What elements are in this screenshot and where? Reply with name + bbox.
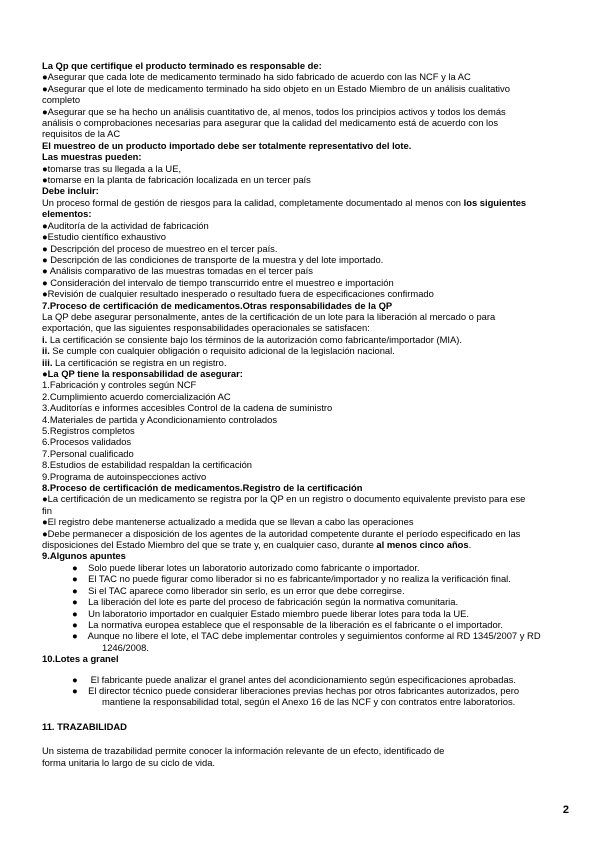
heading-line bbox=[42, 208, 572, 219]
text-line bbox=[42, 357, 572, 368]
line-text: ● Un laboratorio importador en cualquier Estado miembro puede liberar lotes para toda la UE. bbox=[72, 607, 470, 619]
text-line bbox=[42, 163, 572, 174]
text-line bbox=[42, 539, 572, 550]
heading-line bbox=[42, 721, 572, 732]
line-text: fin bbox=[42, 504, 52, 516]
line-text: ●tomarse tras su llegada a la UE, bbox=[42, 162, 182, 174]
text-line bbox=[42, 619, 572, 630]
line-text: ●La certificación de un medicamento se registra por la QP en un registro o documento equivalente previsto para ese bbox=[42, 493, 526, 505]
line-text: ●tomarse en la planta de fabricación localizada en un tercer país bbox=[42, 174, 311, 186]
line-text: ● Solo puede liberar lotes un laboratorio autorizado como fabricante o importador. bbox=[72, 561, 420, 573]
list-numeral: i. bbox=[42, 333, 48, 345]
line-text: ● Consideración del intervalo de tiempo transcurrido entre el muestreo e importación bbox=[42, 276, 394, 288]
emphasis-text: al menos cinco años bbox=[376, 539, 469, 551]
text-line bbox=[42, 71, 572, 82]
text-line bbox=[42, 505, 572, 516]
text-line bbox=[42, 231, 572, 242]
line-text: 2.Cumplimiento acuerdo comercialización AC bbox=[42, 390, 231, 402]
line-text: mantiene la responsabilidad total, según el Anexo 16 de las NCF y con contratos entre laboratorios. bbox=[102, 696, 516, 708]
line-text: ● Análisis comparativo de las muestras tomadas en el tercer país bbox=[42, 265, 313, 277]
text-line bbox=[42, 265, 572, 276]
line-text: requisitos de la AC bbox=[42, 128, 121, 140]
text-line bbox=[42, 573, 572, 584]
line-text: completo bbox=[42, 94, 81, 106]
line-text: Un proceso formal de gestión de riesgos para la calidad, completamente documentado al menos con bbox=[42, 196, 464, 208]
text-line bbox=[42, 243, 572, 254]
line-text: El muestreo de un producto importado debe ser totalmente representativo del lote. bbox=[42, 139, 412, 151]
text-line bbox=[42, 117, 572, 128]
text-line bbox=[42, 277, 572, 288]
line-text: La Qp que certifique el producto terminado es responsable de: bbox=[42, 60, 322, 71]
line-text: ●Auditoría de la actividad de fabricación bbox=[42, 219, 209, 231]
line-text: Debe incluir: bbox=[42, 185, 99, 197]
spacer bbox=[42, 708, 572, 721]
text-line bbox=[42, 254, 572, 265]
line-text: análisis o comprobaciones necesarias para asegurar que la calidad del medicamento está de acuerdo con los bbox=[42, 117, 499, 129]
text-line bbox=[42, 220, 572, 231]
text-line bbox=[42, 471, 572, 482]
text-line bbox=[42, 696, 572, 707]
line-text: La certificación se consiente bajo los términos de la autorización como fabricante/importador (MIA). bbox=[47, 333, 462, 345]
heading-line bbox=[42, 300, 572, 311]
line-text: 8.Proceso de certificación de medicamentos.Registro de la certificación bbox=[42, 482, 363, 494]
line-text: ● Descripción de las condiciones de transporte de la muestra y del lote importado. bbox=[42, 253, 384, 265]
heading-line bbox=[42, 653, 572, 664]
line-text: ●Asegurar que el lote de medicamento terminado ha sido objeto en un Estado Miembro de un análisis cualitativo bbox=[42, 82, 510, 94]
text-line bbox=[42, 322, 572, 333]
line-text: Un sistema de trazabilidad permite conocer la información relevante de un efecto, identificado de bbox=[42, 745, 445, 757]
spacer bbox=[42, 732, 572, 745]
line-text-end: . bbox=[468, 539, 472, 551]
line-text: 7.Proceso de certificación de medicamentos.Otras responsabilidades de la QP bbox=[42, 299, 393, 311]
text-line bbox=[42, 630, 572, 641]
line-text: ●Estudio científico exhaustivo bbox=[42, 231, 166, 243]
text-line bbox=[42, 745, 572, 756]
text-line bbox=[42, 585, 572, 596]
heading-line bbox=[42, 60, 572, 71]
heading-line bbox=[42, 550, 572, 561]
line-text: ● El fabricante puede analizar el granel antes del acondicionamiento según especificaciones aprobadas. bbox=[72, 673, 516, 685]
text-line bbox=[42, 493, 572, 504]
text-line bbox=[42, 516, 572, 527]
text-line bbox=[42, 288, 572, 299]
line-text: 1.Fabricación y controles según NCF bbox=[42, 379, 197, 391]
text-line bbox=[42, 642, 572, 653]
text-line bbox=[42, 94, 572, 105]
line-text: 7.Personal cualificado bbox=[42, 447, 134, 459]
heading-line bbox=[42, 368, 572, 379]
list-numeral: ii. bbox=[42, 345, 50, 357]
emphasis-text: los siguientes bbox=[463, 196, 527, 208]
line-text: exportación, que las siguientes responsabilidades operacionales se satisfacen: bbox=[42, 322, 370, 334]
text-line bbox=[42, 414, 572, 425]
text-line bbox=[42, 757, 572, 768]
list-numeral: iii. bbox=[42, 356, 53, 368]
text-line bbox=[42, 562, 572, 573]
line-text: Las muestras pueden: bbox=[42, 151, 142, 163]
text-line bbox=[42, 596, 572, 607]
text-line bbox=[42, 391, 572, 402]
line-text: disposiciones del Estado Miembro del que se trate y, en cualquier caso, durante bbox=[42, 539, 377, 551]
line-text: Se cumple con cualquier obligación o requisito adicional de la legislación nacional. bbox=[49, 345, 395, 357]
line-text: 11. TRAZABILIDAD bbox=[42, 720, 127, 732]
line-text: ● Aunque no libere el lote, el TAC debe implementar controles y seguimientos conforme al RD 1345/2007 y RD bbox=[72, 630, 541, 642]
line-text: ●Revisión de cualquier resultado inesperado o resultado fuera de especificaciones confirmado bbox=[42, 288, 434, 300]
text-line bbox=[42, 174, 572, 185]
text-line bbox=[42, 83, 572, 94]
text-line bbox=[42, 197, 572, 208]
line-text: La certificación se registra en un registro. bbox=[52, 356, 227, 368]
text-line bbox=[42, 379, 572, 390]
spacer bbox=[42, 665, 572, 674]
line-text: ● La liberación del lote es parte del proceso de fabricación según la normativa comunitaria. bbox=[72, 596, 459, 608]
text-line bbox=[42, 311, 572, 322]
text-line bbox=[42, 345, 572, 356]
line-text: ● El director técnico puede considerar liberaciones previas hechas por otros fabricantes autorizados, pero bbox=[72, 684, 520, 696]
line-text: elementos: bbox=[42, 208, 92, 220]
text-line bbox=[42, 402, 572, 413]
text-line bbox=[42, 685, 572, 696]
line-text: 9.Algunos apuntes bbox=[42, 550, 126, 562]
text-line bbox=[42, 459, 572, 470]
line-text: 8.Estudios de estabilidad respaldan la certificación bbox=[42, 459, 253, 471]
text-line bbox=[42, 425, 572, 436]
line-text: ● La normativa europea establece que el responsable de la liberación es el fabricante o el importador. bbox=[72, 618, 503, 630]
text-line bbox=[42, 608, 572, 619]
line-text: 3.Auditorías e informes accesibles Control de la cadena de suministro bbox=[42, 402, 333, 414]
line-text: ● El TAC no puede figurar como liberador si no es fabricante/importador y no realiza la verificación final. bbox=[72, 573, 511, 585]
text-line bbox=[42, 128, 572, 139]
line-text: 9.Programa de autoinspecciones activo bbox=[42, 470, 207, 482]
line-text: 6.Procesos validados bbox=[42, 436, 132, 448]
line-text: forma unitaria lo largo de su ciclo de vida. bbox=[42, 756, 216, 768]
line-text: ●La QP tiene la responsabilidad de asegurar: bbox=[42, 367, 243, 379]
document-body bbox=[42, 60, 572, 768]
text-line bbox=[42, 436, 572, 447]
line-text: 5.Registros completos bbox=[42, 425, 135, 436]
line-text: ● Si el TAC aparece como liberador sin serlo, es un error que debe corregirse. bbox=[72, 584, 405, 596]
heading-line bbox=[42, 185, 572, 196]
text-line bbox=[42, 528, 572, 539]
line-text: 4.Materiales de partida y Acondicionamiento controlados bbox=[42, 413, 278, 425]
heading-line bbox=[42, 140, 572, 151]
line-text: ●Asegurar que se ha hecho un análisis cuantitativo de, al menos, todos los principios activos y todos los demás bbox=[42, 105, 506, 117]
text-line bbox=[42, 334, 572, 345]
line-text: 10.Lotes a granel bbox=[42, 653, 119, 665]
text-line bbox=[42, 448, 572, 459]
heading-line bbox=[42, 151, 572, 162]
line-text: 1246/2008. bbox=[102, 641, 149, 653]
line-text: ● Descripción del proceso de muestreo en el tercer país. bbox=[42, 242, 278, 254]
line-text: ●El registro debe mantenerse actualizado a medida que se llevan a cabo las operaciones bbox=[42, 516, 414, 528]
page-number: 2 bbox=[562, 804, 569, 816]
text-line bbox=[42, 106, 572, 117]
line-text: ●Debe permanecer a disposición de los agentes de la autoridad competente durante el período especificado en las bbox=[42, 527, 521, 539]
line-text: La QP debe asegurar personalmente, antes de la certificación de un lote para la liberación al mercado o para bbox=[42, 310, 496, 322]
text-line bbox=[42, 674, 572, 685]
heading-line bbox=[42, 482, 572, 493]
line-text: ●Asegurar que cada lote de medicamento terminado ha sido fabricado de acuerdo con las NCF y la AC bbox=[42, 71, 471, 83]
